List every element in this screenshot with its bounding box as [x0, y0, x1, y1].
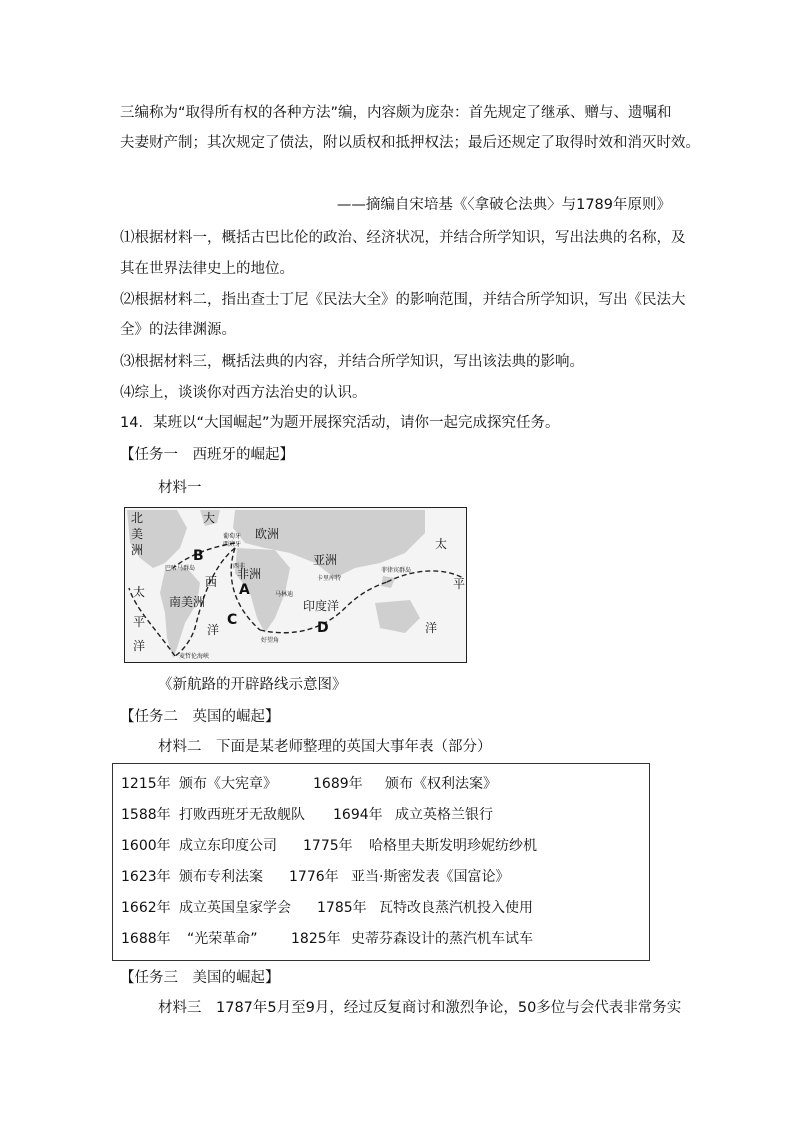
- label-pacific-right-3: 洋: [425, 621, 438, 635]
- question-2: ⑵根据材料二，指出查士丁尼《民法大全》的影响范围，并结合所学知识，写出《民法大: [120, 292, 686, 308]
- event-cell: 成立英格兰银行: [395, 807, 493, 823]
- question-1-cont: 其在世界法律史上的地位。: [120, 261, 294, 277]
- task-2-title: 【任务二 英国的崛起】: [120, 709, 280, 725]
- label-north-america-2: 美: [131, 527, 144, 541]
- question-14: 14．某班以“大国崛起”为题开展探究活动，请你一起完成探究任务。: [120, 415, 560, 431]
- route-label-a: A: [239, 582, 250, 598]
- event-cell: “光荣革命”: [187, 931, 258, 947]
- year-cell: 1689年: [313, 776, 363, 792]
- event-cell: 颁布《大宪章》: [179, 776, 277, 792]
- label-atlantic-3: 洋: [207, 623, 220, 637]
- label-bahamas: 巴哈马群岛: [165, 565, 196, 572]
- task-1-title: 【任务一 西班牙的崛起】: [120, 447, 294, 463]
- label-magellan: 麦哲伦海峡: [179, 653, 210, 660]
- year-cell: 1694年: [333, 807, 383, 823]
- label-north-america-1: 北: [131, 511, 144, 525]
- map-caption: 《新航路的开辟路线示意图》: [158, 677, 347, 693]
- paragraph-line: 三编称为“取得所有权的各种方法”编，内容颇为庞杂：首先规定了继承、赠与、遗嘱和: [120, 105, 672, 121]
- year-cell: 1600年: [121, 838, 171, 854]
- label-pacific-left-3: 洋: [133, 639, 146, 653]
- event-cell: 颁布专利法案: [179, 869, 263, 885]
- year-cell: 1662年: [121, 900, 171, 916]
- year-cell: 1588年: [121, 807, 171, 823]
- label-north-america-3: 洲: [131, 543, 144, 557]
- label-africa: 非洲: [237, 567, 262, 581]
- label-malindi: 马林迪: [275, 591, 294, 598]
- task-3-title: 【任务三 美国的崛起】: [120, 970, 280, 986]
- event-cell: 瓦特改良蒸汽机投入使用: [379, 900, 533, 916]
- year-cell: 1825年: [291, 931, 341, 947]
- route-label-d: D: [317, 620, 329, 636]
- label-pacific-right-2: 平: [453, 577, 466, 591]
- question-2-cont: 全》的法律渊源。: [120, 322, 236, 338]
- material-1-label: 材料一: [158, 480, 202, 496]
- timeline-table: [112, 763, 650, 961]
- label-europe: 欧洲: [255, 527, 280, 541]
- paragraph-line: 夫妻财产制；其次规定了债法，附以质权和抵押权法；最后还规定了取得时效和消灭时效。: [120, 135, 700, 151]
- label-indian-ocean: 印度洋: [303, 599, 340, 613]
- year-cell: 1215年: [121, 776, 171, 792]
- event-cell: 哈格里夫斯发明珍妮纺纱机: [369, 838, 537, 854]
- event-cell: 打败西班牙无敌舰队: [179, 807, 305, 823]
- label-calicut: 卡里库特: [317, 575, 342, 582]
- source-citation: ——摘编自宋培基《〈拿破仑法典〉与1789年原则》: [336, 197, 671, 213]
- label-pacific-right-1: 太: [435, 537, 448, 551]
- label-portugal: 葡萄牙: [223, 533, 242, 540]
- year-cell: 1776年: [289, 869, 339, 885]
- year-cell: 1623年: [121, 869, 171, 885]
- event-cell: 颁布《权利法案》: [385, 776, 497, 792]
- label-philippines: 菲律宾群岛: [381, 567, 412, 574]
- event-cell: 史蒂芬森设计的蒸汽机车试车: [351, 931, 533, 947]
- route-label-b: B: [193, 548, 204, 564]
- year-cell: 1785年: [317, 900, 367, 916]
- label-spain: 西班牙: [223, 541, 242, 548]
- label-pacific-left-1: 太: [133, 585, 146, 599]
- question-1: ⑴根据材料一，概括古巴比伦的政治、经济状况，并结合所学知识，写出法典的名称，及: [120, 230, 686, 246]
- event-cell: 成立东印度公司: [179, 838, 277, 854]
- event-cell: 成立英国皇家学会: [179, 900, 291, 916]
- label-west-africa: 西非: [233, 563, 246, 570]
- material-2-label: 材料二 下面是某老师整理的英国大事年表（部分）: [158, 739, 492, 755]
- label-atlantic-2: 西: [205, 575, 218, 589]
- event-cell: 亚当·斯密发表《国富论》: [351, 869, 510, 885]
- label-atlantic-1: 大: [203, 511, 216, 525]
- material-3-text: 材料三 1787年5月至9月，经过反复商讨和激烈争论，50多位与会代表非常务实: [158, 1000, 682, 1016]
- label-south-america: 南美洲: [169, 595, 206, 609]
- question-3: ⑶根据材料三，概括法典的内容，并结合所学知识，写出该法典的影响。: [120, 354, 584, 370]
- year-cell: 1688年: [121, 931, 171, 947]
- question-4: ⑷综上，谈谈你对西方法治史的认识。: [120, 385, 367, 401]
- year-cell: 1775年: [303, 838, 353, 854]
- route-label-c: C: [227, 612, 238, 628]
- label-cape: 好望角: [261, 637, 280, 644]
- route-map: [124, 507, 467, 663]
- label-pacific-left-2: 平: [133, 615, 146, 629]
- label-asia: 亚洲: [313, 553, 338, 567]
